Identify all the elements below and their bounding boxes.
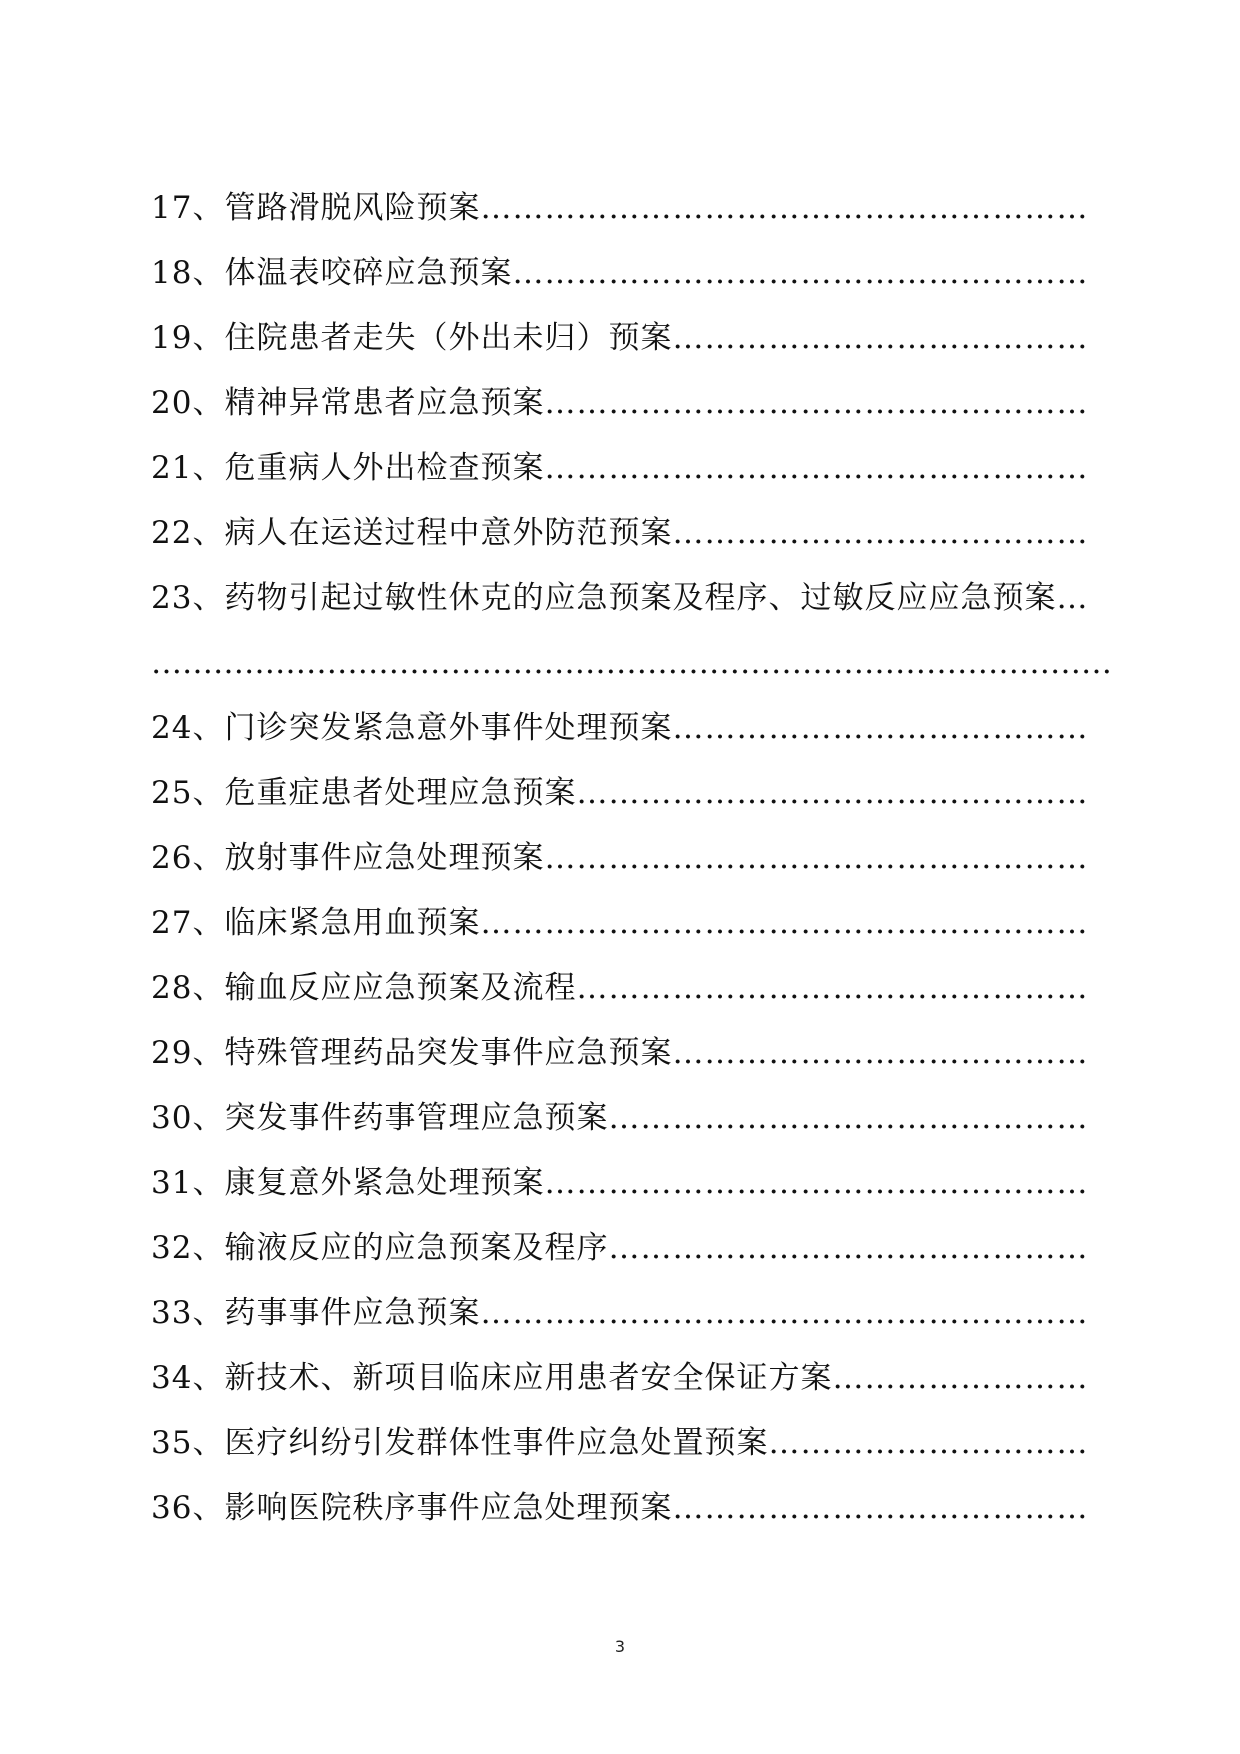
toc-entry-24: 24、门诊突发紧急意外事件处理预案………………………………… [151,710,1089,746]
toc-entry-23: 23、药物引起过敏性休克的应急预案及程序、过敏反应应急预案… [151,580,1089,616]
page-number: 3 [614,1637,626,1656]
toc-entry-21: 21、危重病人外出检查预案…………………………………………… [151,450,1089,486]
toc-entry-27: 27、临床紧急用血预案………………………………………………… [151,905,1089,941]
toc-entry-35: 35、医疗纠纷引发群体性事件应急处置预案………………………… [151,1425,1089,1461]
toc-entry-17: 17、管路滑脱风险预案………………………………………………… [151,190,1089,226]
toc-entry-33: 33、药事事件应急预案………………………………………………… [151,1295,1089,1331]
toc-entry-29: 29、特殊管理药品突发事件应急预案………………………………… [151,1035,1089,1071]
toc-entry-26: 26、放射事件应急处理预案…………………………………………… [151,840,1089,876]
toc-entry-36: 36、影响医院秩序事件应急处理预案………………………………… [151,1490,1089,1526]
toc-entry-20: 20、精神异常患者应急预案…………………………………………… [151,385,1089,421]
toc-entry-31: 31、康复意外紧急处理预案…………………………………………… [151,1165,1089,1201]
toc-entry-25: 25、危重症患者处理应急预案………………………………………… [151,775,1089,811]
toc-entry-19: 19、住院患者走失（外出未归）预案………………………………… [151,320,1089,356]
toc-entry-18: 18、体温表咬碎应急预案……………………………………………… [151,255,1089,291]
toc-entry-30: 30、突发事件药事管理应急预案……………………………………… [151,1100,1089,1136]
toc-entry-22: 22、病人在运送过程中意外防范预案………………………………… [151,515,1089,551]
toc-entry-23-continuation: ………………………………………………………………………………… [151,645,1112,681]
toc-entry-34: 34、新技术、新项目临床应用患者安全保证方案…………………… [151,1360,1089,1396]
toc-entry-32: 32、输液反应的应急预案及程序……………………………………… [151,1230,1089,1266]
toc-entry-28: 28、输血反应应急预案及流程………………………………………… [151,970,1089,1006]
